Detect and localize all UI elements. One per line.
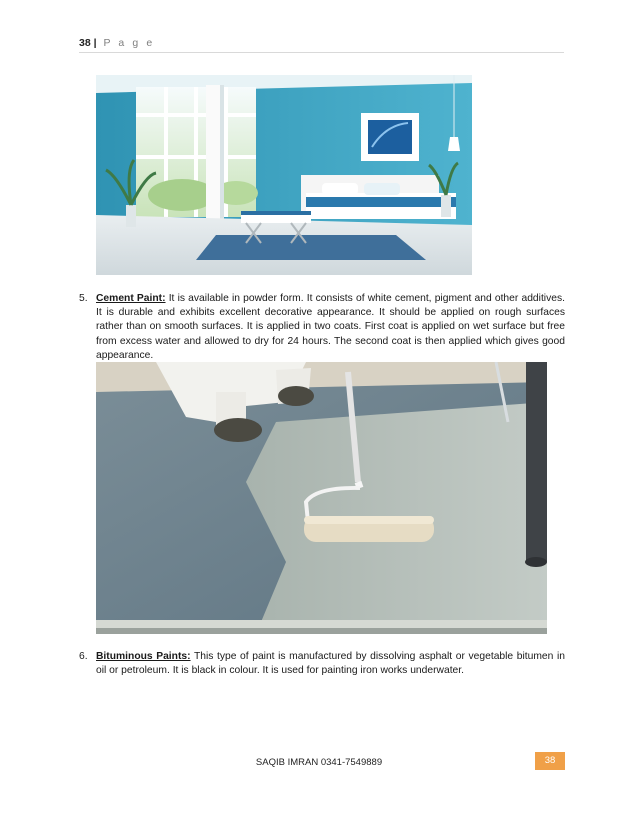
header-separator: | (93, 37, 97, 49)
footer-author: SAQIB IMRAN 0341-7549889 (255, 757, 383, 768)
item-text: This type of paint is manufactured by dissolving asphalt or vegetable bitumen in oil or petroleum. It is black in colour. It is used for painting iron works underwater. (96, 651, 565, 677)
floor-painting-photo (96, 362, 547, 634)
bedroom-photo (96, 75, 472, 275)
list-item-cement-paint (79, 292, 565, 363)
item-text: It is available in powder form. It consists of white cement, pigment and other additives. It is durable and exhibits excellent decorative appearance. It should be applied on rough surfaces rather than on smooth surfaces. It is applied in two coats. First coat is applied on wet surface but free from excess water and allowed to dry for 24 hours. The second coat is then applied which gives good appearance. (96, 293, 565, 361)
item-body (96, 292, 565, 363)
item-number: 5. (79, 293, 88, 304)
item-number: 6. (79, 651, 88, 662)
header-page-label: P a g e (103, 37, 155, 49)
page-header (79, 36, 564, 53)
item-term: Cement Paint: (96, 293, 166, 304)
item-body (96, 650, 565, 678)
header-page-number: 38 (79, 37, 91, 49)
footer-page-number: 38 (535, 752, 565, 770)
item-term: Bituminous Paints: (96, 651, 191, 662)
list-item-bituminous-paints (79, 650, 565, 678)
